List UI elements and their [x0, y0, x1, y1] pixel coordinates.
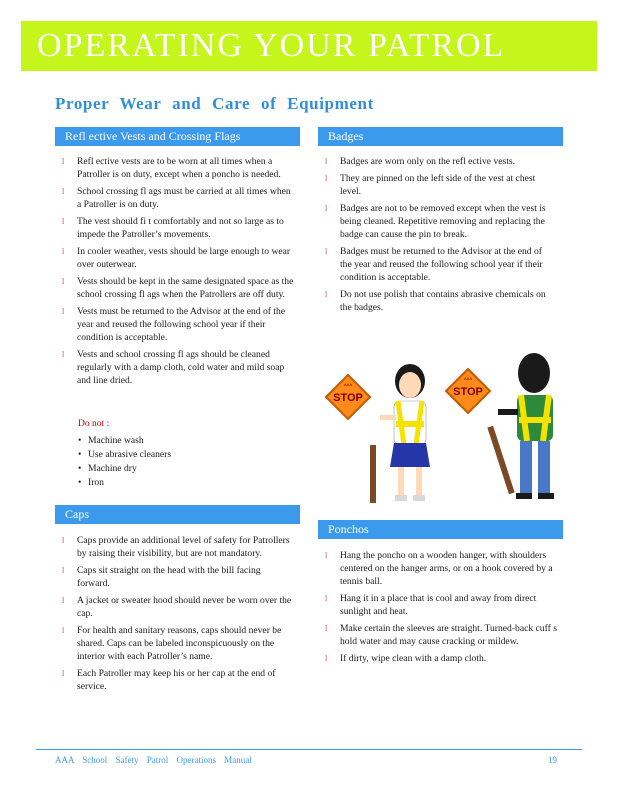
caps-list-item: [62, 624, 294, 663]
do-not-item-text: Machine dry: [88, 463, 137, 474]
vests-item-text: Vests must be returned to the Advisor at the end of the year and reused the following school year if their condition is acceptable.: [77, 306, 286, 343]
header-banner: [21, 21, 597, 71]
caps-list-item: [62, 667, 294, 693]
caps-item-text: Caps provide an additional level of safety for Patrollers by raising their visibility, but are not mandatory.: [77, 535, 290, 559]
stop-sign-left-small-text: AAA: [343, 382, 353, 387]
ponchos-list-item: [325, 592, 558, 618]
bullet-marker: l: [62, 350, 65, 359]
vests-list-item: [62, 305, 294, 344]
do-not-item: • Use abrasive cleaners: [78, 449, 172, 460]
bullet-marker: l: [325, 174, 328, 183]
bullet-marker: l: [62, 157, 65, 166]
bullet-marker: l: [62, 307, 65, 316]
vests-item-text: In cooler weather, vests should be large enough to wear over outerwear.: [77, 246, 291, 270]
bullet-marker: l: [325, 157, 328, 166]
do-not-item-text: Iron: [88, 477, 104, 488]
bullet-marker: l: [325, 551, 328, 560]
vests-list-item: [62, 215, 294, 241]
bullet-marker: l: [62, 187, 65, 196]
ponchos-item-text: If dirty, wipe clean with a damp cloth.: [340, 653, 487, 664]
bullet-marker: l: [62, 566, 65, 575]
footer-rule: [36, 749, 582, 750]
vests-item-text: Vests should be kept in the same designated space as the school crossing fl ags when the Patrollers are off duty.: [77, 276, 294, 300]
stop-sign-left-text: STOP: [333, 392, 363, 404]
boy-patroller: [446, 353, 554, 499]
caps-item-text: Caps sit straight on the head with the bill facing forward.: [77, 565, 261, 589]
caps-list-item: [62, 534, 294, 560]
badges-section-heading: Badges: [318, 127, 563, 146]
ponchos-item-text: Hang it in a place that is cool and away from direct sunlight and heat.: [340, 593, 537, 617]
caps-item-text: For health and sanitary reasons, caps should never be shared. Caps can be labeled inconspicuously on the interior with each Patroller’s name.: [77, 625, 282, 662]
ponchos-item-text: Make certain the sleeves are straight. Turned-back cuff s hold water and may cause cracking or mildew.: [340, 623, 557, 647]
bullet-marker: l: [62, 536, 65, 545]
caps-list-item: [62, 594, 294, 620]
vests-item-text: School crossing fl ags must be carried at all times when a Patroller is on duty.: [77, 186, 291, 210]
girl-patroller: [326, 364, 430, 503]
ponchos-section-heading: Ponchos: [318, 520, 563, 539]
badges-list-item: [325, 202, 555, 241]
badges-list-item: [325, 155, 555, 168]
badges-item-text: Badges are not to be removed except when the vest is being cleaned. Repetitive removing and replacing the badge can cause the pin to break.: [340, 203, 546, 240]
vests-item-text: Refl ective vests are to be worn at all times when a Patroller is on duty, except when a poncho is needed.: [77, 156, 281, 180]
badges-item-text: They are pinned on the left side of the vest at chest level.: [340, 173, 536, 197]
section-title: Proper Wear and Care of Equipment: [55, 94, 374, 113]
vests-list-item: [62, 185, 294, 211]
ponchos-list: [325, 549, 558, 669]
do-not-label: Do not :: [78, 419, 110, 429]
do-not-item: • Machine wash: [78, 435, 144, 446]
badges-item-text: Badges must be returned to the Advisor at the end of the year and reused the following school year if their condition is acceptable.: [340, 246, 543, 283]
page-banner-title: OPERATING YOUR PATROL: [37, 27, 506, 64]
badges-item-text: Badges are worn only on the refl ective vests.: [340, 156, 516, 167]
vests-list-item: [62, 155, 294, 181]
caps-list: [62, 534, 294, 697]
page-number: 19: [548, 755, 557, 765]
bullet-marker: l: [62, 626, 65, 635]
badges-list-item: [325, 172, 555, 198]
do-not-item: • Machine dry: [78, 463, 137, 474]
do-not-item-text: Use abrasive cleaners: [88, 449, 172, 460]
caps-item-text: A jacket or sweater hood should never be worn over the cap.: [77, 595, 292, 619]
stop-sign-right-text: STOP: [453, 386, 483, 398]
bullet-marker: l: [325, 594, 328, 603]
badges-list-item: [325, 288, 555, 314]
vests-item-text: The vest should fi t comfortably and not so large as to impede the Patroller’s movements.: [77, 216, 284, 240]
bullet-marker: l: [62, 247, 65, 256]
caps-section-heading: Caps: [55, 505, 300, 524]
stop-sign-right-small-text: AAA: [463, 376, 473, 381]
bullet-marker: l: [325, 624, 328, 633]
vests-item-text: Vests and school crossing fl ags should be cleaned regularly with a damp cloth, cold water and mild soap and line dried.: [77, 349, 285, 386]
patrollers-illustration: [318, 345, 558, 505]
badges-list-item: [325, 245, 555, 284]
bullet-marker: l: [325, 654, 328, 663]
ponchos-list-item: [325, 652, 558, 665]
badges-item-text: Do not use polish that contains abrasive chemicals on the badges.: [340, 289, 546, 313]
bullet-marker: l: [325, 247, 328, 256]
bullet-marker: l: [62, 669, 65, 678]
vests-list-item: [62, 348, 294, 387]
bullet-marker: l: [325, 204, 328, 213]
bullet-marker: l: [62, 596, 65, 605]
do-not-item-text: Machine wash: [88, 435, 144, 446]
vests-list-item: [62, 245, 294, 271]
do-not-item: • Iron: [78, 477, 104, 488]
ponchos-item-text: Hang the poncho on a wooden hanger, with shoulders centered on the hanger arms, or on a hook covered by a tennis ball.: [340, 550, 553, 587]
caps-item-text: Each Patroller may keep his or her cap at the end of service.: [77, 668, 276, 692]
ponchos-list-item: [325, 549, 558, 588]
badges-list: [325, 155, 555, 318]
footer-manual-title: AAA School Safety Patrol Operations Manual: [55, 755, 252, 765]
do-not-list: [78, 434, 171, 490]
bullet-marker: l: [62, 277, 65, 286]
vests-list-item: [62, 275, 294, 301]
bullet-marker: l: [62, 217, 65, 226]
ponchos-list-item: [325, 622, 558, 648]
caps-list-item: [62, 564, 294, 590]
vests-list: [62, 155, 294, 391]
bullet-marker: l: [325, 290, 328, 299]
vests-section-heading: Refl ective Vests and Crossing Flags: [55, 127, 300, 146]
